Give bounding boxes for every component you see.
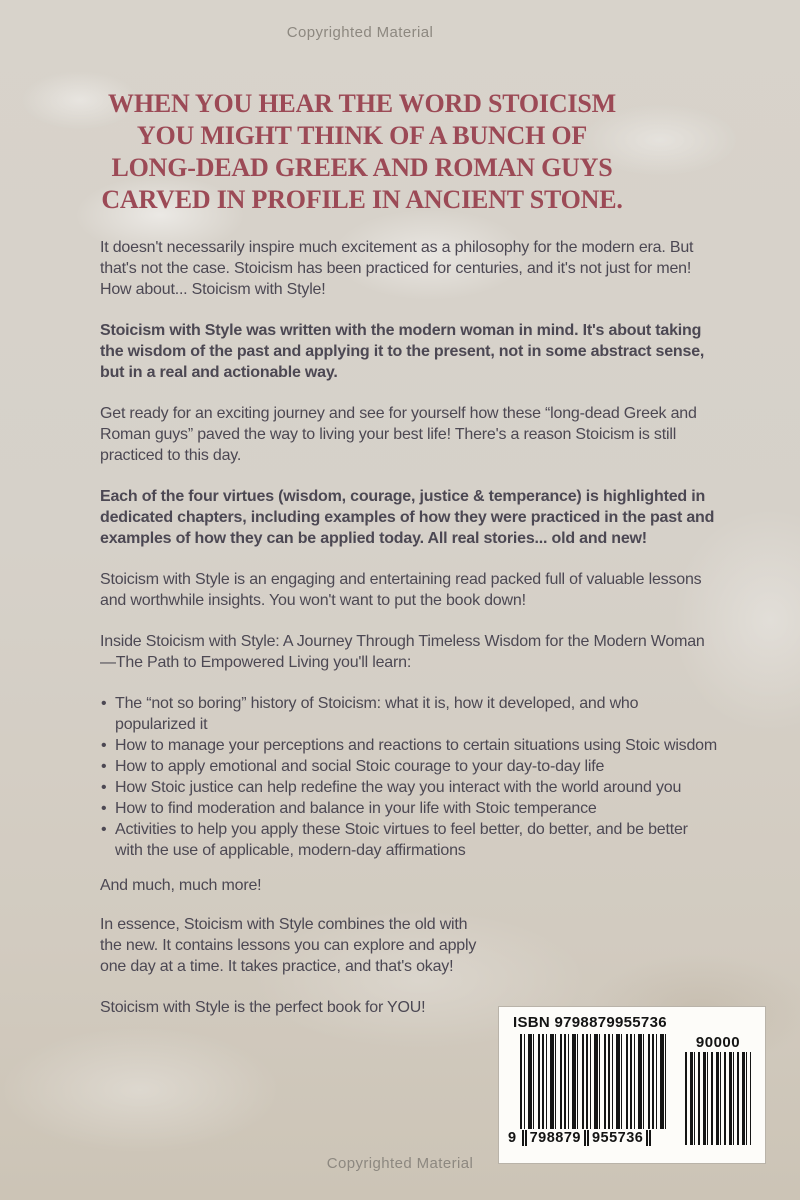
paragraph-modern-woman: Stoicism with Style was written with the modern woman in mind. It's about taking the wisdom of the past and applying it to the present, not in some abstract sense, but in a real and actionable way. (100, 322, 705, 381)
ean-digit-left: 9 (508, 1130, 517, 1146)
paragraph-engaging: Stoicism with Style is an engaging and entertaining read packed full of valuable lessons and worthwhile insights. You won't want to put the book down! (100, 571, 702, 609)
bullet-item-temperance: • How to find moderation and balance in your life with Stoic temperance (100, 798, 718, 819)
paragraph-perfect-book: Stoicism with Style is the perfect book for YOU! (100, 999, 426, 1016)
bullet-list (100, 693, 718, 861)
bullet-item-activities: • Activities to help you apply these Stoic virtues to feel better, do better, and be better with the use of applicable, modern-day affirmations (100, 819, 718, 861)
paragraph-virtues: Each of the four virtues (wisdom, courage, justice & temperance) is highlighted in dedicated chapters, including examples of how they were practiced in the past and examples of how they can be applied today. All real stories... old and new! (100, 488, 715, 547)
bullet-item-courage: • How to apply emotional and social Stoic courage to your day-to-day life (100, 756, 718, 777)
ean-digit-group-2: 955736 (591, 1130, 644, 1146)
bullet-item-perceptions: • How to manage your perceptions and reactions to certain situations using Stoic wisdom (100, 735, 718, 756)
paragraph-in-essence: In essence, Stoicism with Style combines the old with the new. It contains lessons you can explore and apply one day at a time. It takes practice, and that's okay! (100, 916, 477, 975)
barcode-panel (498, 1006, 766, 1164)
copyright-notice-bottom: Copyrighted Material (326, 1155, 474, 1172)
copyright-notice-top: Copyrighted Material (286, 24, 434, 41)
price-addon-barcode (680, 1034, 756, 1146)
paragraph-much-more: And much, much more! (100, 877, 262, 894)
headline-line-3: LONG-DEAD GREEK AND ROMAN GUYS (111, 153, 613, 182)
guard-bar-right (646, 1130, 651, 1146)
headline-line-4: CARVED IN PROFILE IN ANCIENT STONE. (101, 185, 623, 214)
ean-digit-group-1: 798879 (529, 1130, 581, 1146)
price-code-label: 90000 (695, 1034, 741, 1051)
paragraph-intro: It doesn't necessarily inspire much excitement as a philosophy for the modern era. But that's not the case. Stoicism has been practiced for centuries, and it's not just for men! How about... Stoicism with Style! (100, 239, 694, 298)
headline-line-1: WHEN YOU HEAR THE WORD STOICISM (108, 89, 616, 118)
body-text-column (100, 237, 718, 1038)
bullet-item-justice: • How Stoic justice can help redefine the way you interact with the world around you (100, 777, 718, 798)
ean-barcode-bars (520, 1034, 668, 1129)
ean-barcode (508, 1034, 670, 1146)
barcode-row (508, 1034, 756, 1146)
paragraph-journey: Get ready for an exciting journey and see for yourself how these “long-dead Greek and Roman guys” paved the way to living your best life! There's a reason Stoicism is still practiced to this day. (100, 405, 697, 464)
guard-bar-middle (584, 1130, 589, 1146)
price-addon-bars (685, 1052, 751, 1145)
headline-line-2: YOU MIGHT THINK OF A BUNCH OF (136, 121, 588, 150)
bullet-item-history: • The “not so boring” history of Stoicism: what it is, how it developed, and who popularized it (100, 693, 718, 735)
guard-bar-left (522, 1130, 527, 1146)
paragraph-inside-learn: Inside Stoicism with Style: A Journey Through Timeless Wisdom for the Modern Woman—The Path to Empowered Living you'll learn: (100, 633, 705, 671)
headline (62, 88, 662, 216)
ean-barcode-digits (508, 1130, 670, 1146)
isbn-label: ISBN 9798879955736 (513, 1014, 667, 1031)
